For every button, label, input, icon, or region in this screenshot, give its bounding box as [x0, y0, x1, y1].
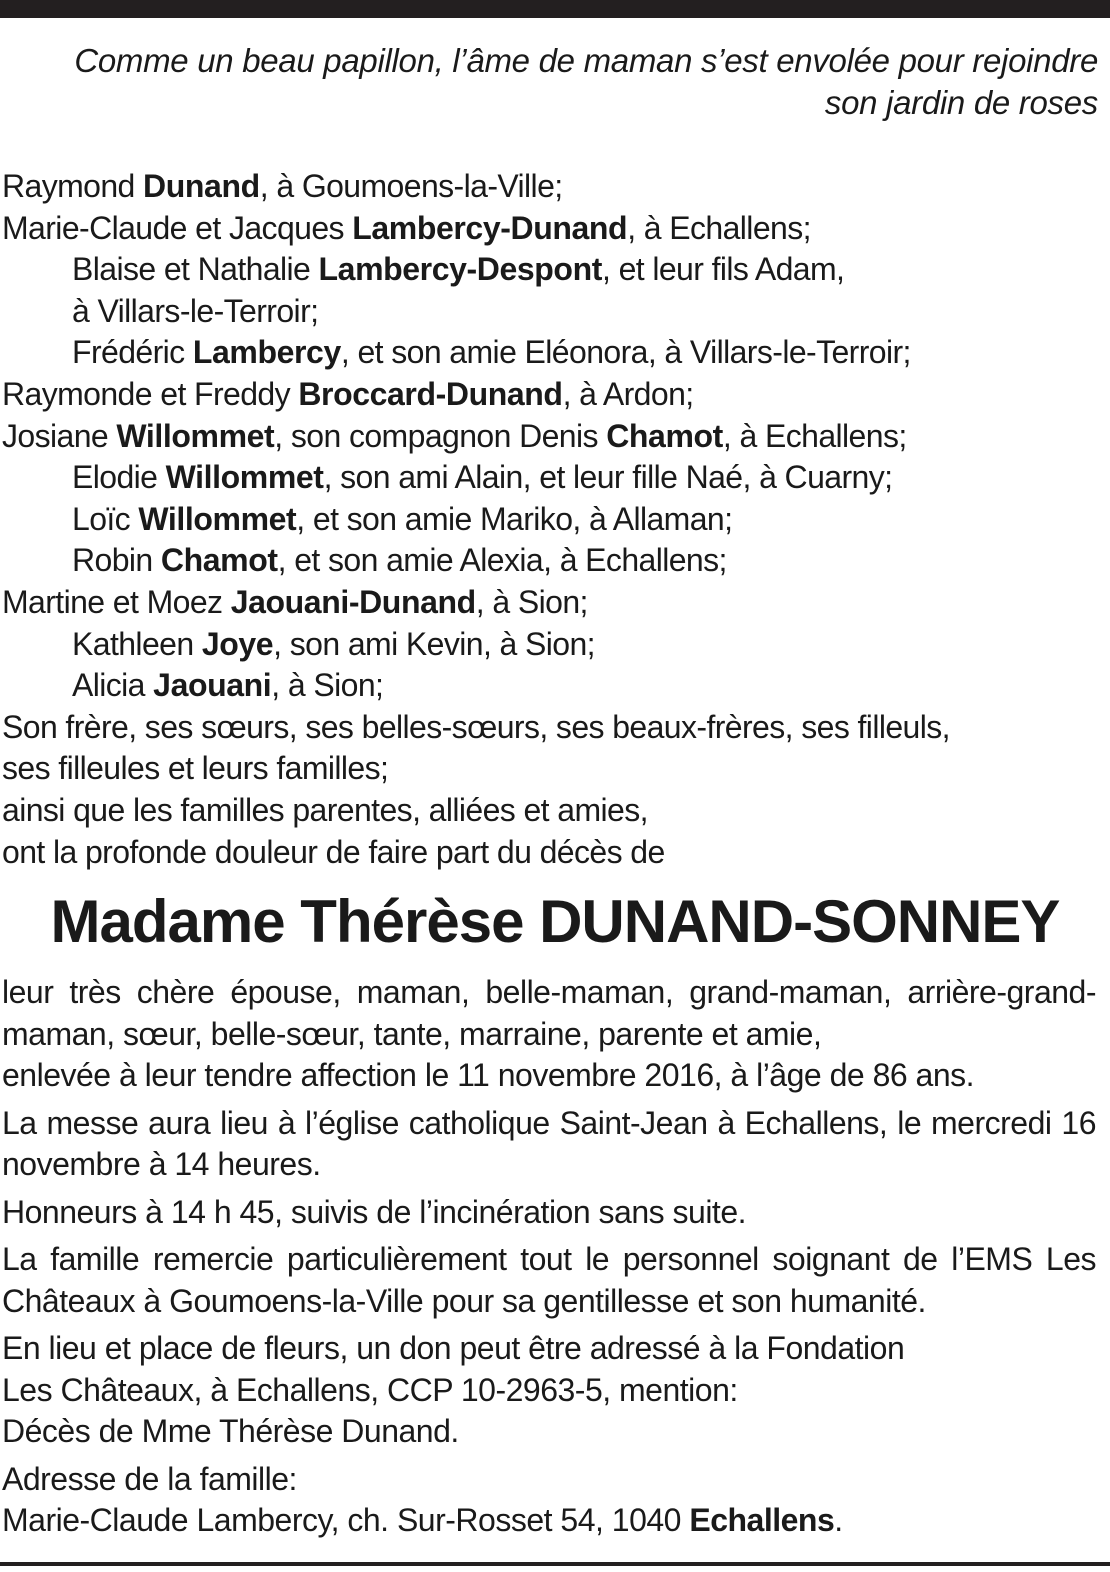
family-text: Elodie [72, 459, 166, 496]
family-text: Raymond [2, 168, 144, 204]
family-line [2, 790, 1102, 832]
family-surname: Lambercy [192, 334, 341, 371]
family-text: , son ami Kevin, à Sion; [273, 625, 595, 662]
family-line [2, 416, 1102, 458]
family-line [2, 832, 1102, 874]
notice-body [2, 972, 1096, 1548]
family-line [2, 249, 1102, 291]
epigraph [8, 40, 1098, 124]
family-line [2, 291, 1102, 333]
family-text: , à Sion; [271, 667, 384, 704]
family-surname: Jaouani [153, 667, 272, 704]
family-line [2, 707, 1102, 749]
family-text: Raymonde et Freddy [2, 375, 299, 412]
family-text: , à Echallens; [722, 417, 907, 454]
tribute-paragraph [2, 972, 1096, 1097]
family-line [2, 374, 1102, 416]
family-text: à Villars-le-Terroir; [72, 292, 319, 329]
tribute-text: leur très chère épouse, maman, belle-maman, grand-maman, arrière-grand-maman, sœur, belle-sœur, tante, marraine, parente et amie, [2, 974, 1096, 1052]
family-surname: Willommet [165, 459, 324, 496]
family-surname: Jaouani-Dunand [230, 583, 476, 620]
family-text: , et son amie Eléonora, à Villars-le-Terroir; [340, 334, 911, 371]
family-surname: Broccard-Dunand [298, 375, 563, 412]
epigraph-line-2: son jardin de roses [824, 84, 1098, 121]
family-line [2, 166, 1102, 208]
family-text: ainsi que les familles parentes, alliées et amies, [2, 791, 648, 828]
family-text: Marie-Claude et Jacques [2, 209, 353, 246]
family-text: , à Ardon; [562, 375, 694, 412]
family-line [2, 208, 1102, 250]
family-text: Loïc [72, 500, 139, 537]
family-surname: Dunand [143, 168, 260, 204]
family-text: Frédéric [72, 334, 193, 371]
donation-line-3: Décès de Mme Thérèse Dunand. [2, 1413, 459, 1449]
mass-paragraph: La messe aura lieu à l’église catholique Saint-Jean à Echallens, le mercredi 16 novembre à 14 heures. [2, 1104, 1096, 1182]
family-surname: Lambercy-Despont [318, 251, 602, 288]
family-text: , à Echallens; [627, 209, 811, 246]
family-line [2, 540, 1102, 582]
address-label: Adresse de la famille: [2, 1460, 297, 1497]
family-surname: Joye [201, 625, 274, 662]
address-end: . [834, 1502, 843, 1538]
family-text: Son frère, ses sœurs, ses belles-sœurs, ses beaux-frères, ses filleuls, [2, 708, 950, 745]
family-text: Robin [72, 542, 161, 579]
family-text: Blaise et Nathalie [72, 251, 319, 288]
donation-paragraph [2, 1328, 1096, 1453]
family-line [2, 665, 1102, 707]
address-text: Marie-Claude Lambercy, ch. Sur-Rosset 54, 1040 [2, 1502, 690, 1538]
family-text: , à Sion; [475, 583, 588, 620]
family-text: Martine et Moez [2, 583, 231, 620]
family-text: , et leur fils Adam, [601, 251, 845, 288]
donation-line-1: En lieu et place de fleurs, un don peut être adressé à la Fondation [2, 1330, 905, 1366]
family-line [2, 624, 1102, 666]
family-surname: Lambercy-Dunand [352, 209, 628, 246]
family-surname: Chamot [160, 542, 278, 579]
family-text: , à Goumoens-la-Ville; [259, 168, 563, 204]
top-rule [0, 0, 1110, 18]
family-line [2, 499, 1102, 541]
family-surname: Willommet [116, 417, 275, 454]
family-surname: Willommet [138, 500, 297, 537]
family-list [2, 166, 1102, 873]
family-text: , son ami Alain, et leur fille Naé, à Cuarny; [323, 459, 893, 496]
epigraph-line-1: Comme un beau papillon, l’âme de maman s’est envolée pour rejoindre [74, 42, 1098, 79]
tribute-end-text: enlevée à leur tendre affection le 11 novembre 2016, à l’âge de 86 ans. [2, 1057, 975, 1093]
bottom-rule [0, 1562, 1110, 1566]
honours-paragraph: Honneurs à 14 h 45, suivis de l’incinération sans suite. [2, 1193, 746, 1230]
thanks-paragraph: La famille remercie particulièrement tout le personnel soignant de l’EMS Les Châteaux à Goumoens-la-Ville pour sa gentillesse et son humanité. [2, 1241, 1096, 1319]
family-text: Kathleen [72, 625, 202, 662]
donation-line-2: Les Châteaux, à Echallens, CCP 10-2963-5, mention: [2, 1371, 738, 1408]
family-text: , et son amie Alexia, à Echallens; [277, 542, 727, 579]
family-line [2, 332, 1102, 374]
address-city: Echallens [689, 1502, 835, 1538]
family-surname: Chamot [606, 417, 723, 454]
family-text: Alicia [72, 667, 154, 704]
family-line [2, 582, 1102, 624]
family-text: , et son amie Mariko, à Allaman; [296, 500, 733, 537]
family-text: , son compagnon Denis [274, 417, 607, 454]
address-paragraph [2, 1459, 1096, 1542]
family-text: ont la profonde douleur de faire part du décès de [2, 833, 665, 870]
family-line [2, 748, 1102, 790]
deceased-name: Madame Thérèse DUNAND-SONNEY [50, 888, 1060, 955]
family-text: ses filleules et leurs familles; [2, 750, 389, 787]
family-text: Josiane [2, 417, 117, 454]
family-line [2, 457, 1102, 499]
